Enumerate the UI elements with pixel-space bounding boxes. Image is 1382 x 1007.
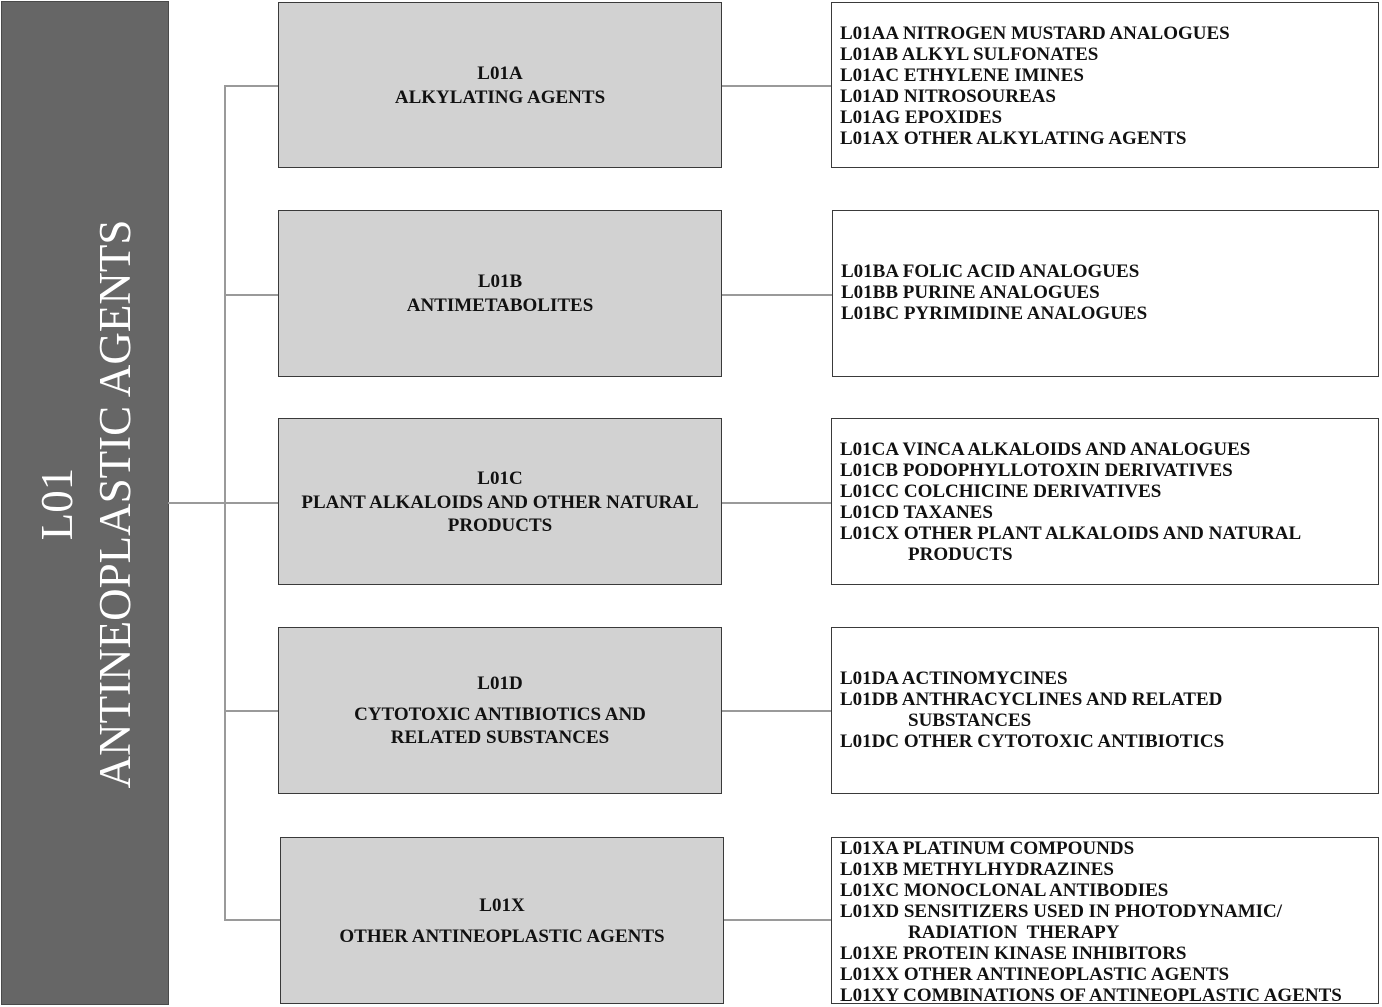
root-node xyxy=(1,1,169,1005)
connector-branch-l01d xyxy=(224,710,278,712)
subgroup-item: L01AG EPOXIDES xyxy=(840,107,1003,128)
category-node-l01b xyxy=(278,210,722,377)
subgroup-item: L01AC ETHYLENE IMINES xyxy=(840,65,1084,86)
subgroup-item: L01AD NITROSOUREAS xyxy=(840,86,1056,107)
category-name: ANTIMETABOLITES xyxy=(406,295,594,316)
connector-branch-l01x xyxy=(224,919,280,921)
subgroup-item: L01XB METHYLHYDRAZINES xyxy=(840,859,1114,880)
category-code: L01D xyxy=(477,673,523,694)
subgroup-item: L01XE PROTEIN KINASE INHIBITORS xyxy=(840,943,1187,964)
category-code: L01C xyxy=(477,467,523,489)
connector-link-l01a xyxy=(721,85,832,87)
category-code: L01X xyxy=(479,894,525,916)
subgroup-item: L01DB ANTHRACYCLINES AND RELATED SUBSTANCES xyxy=(840,689,1223,731)
root-name: ANTINEOPLASTIC AGENTS xyxy=(90,219,140,789)
subgroup-item: L01DA ACTINOMYCINES xyxy=(840,668,1068,689)
category-name: ALKYLATING AGENTS xyxy=(394,86,606,108)
subgroup-item: L01CX OTHER PLANT ALKALOIDS AND NATURAL PRODUCTS xyxy=(840,523,1302,565)
connector-link-l01c xyxy=(721,502,832,504)
connector-root-stem xyxy=(168,502,225,504)
category-code: L01A xyxy=(477,62,523,84)
subgroup-list-l01a xyxy=(831,2,1379,168)
subgroup-item: L01XY COMBINATIONS OF ANTINEOPLASTIC AGENTS xyxy=(840,985,1342,1006)
subgroup-item: L01BA FOLIC ACID ANALOGUES xyxy=(841,261,1140,282)
subgroup-item: L01XD SENSITIZERS USED IN PHOTODYNAMIC/ RADIATION THERAPY xyxy=(840,901,1283,943)
category-name: PLANT ALKALOIDS AND OTHER NATURAL PRODUCTS xyxy=(301,491,699,536)
category-node-l01c xyxy=(278,418,722,585)
subgroup-item: L01CA VINCA ALKALOIDS AND ANALOGUES xyxy=(840,439,1251,460)
category-code: L01B xyxy=(477,271,523,292)
subgroup-item: L01CB PODOPHYLLOTOXIN DERIVATIVES xyxy=(840,460,1233,481)
subgroup-list-l01d xyxy=(831,627,1379,794)
subgroup-item: L01BC PYRIMIDINE ANALOGUES xyxy=(841,303,1148,324)
connector-link-l01b xyxy=(721,294,833,296)
subgroup-list-l01c xyxy=(831,418,1379,585)
subgroup-item: L01XX OTHER ANTINEOPLASTIC AGENTS xyxy=(840,964,1230,985)
category-node-l01x xyxy=(280,837,724,1004)
root-label xyxy=(28,4,144,1004)
connector-link-l01x xyxy=(723,919,832,921)
subgroup-item: L01CC COLCHICINE DERIVATIVES xyxy=(840,481,1162,502)
category-name: OTHER ANTINEOPLASTIC AGENTS xyxy=(339,925,665,947)
subgroup-item: L01DC OTHER CYTOTOXIC ANTIBIOTICS xyxy=(840,731,1225,752)
subgroup-item: L01AB ALKYL SULFONATES xyxy=(840,44,1099,65)
subgroup-list-l01b xyxy=(832,210,1379,377)
root-code: L01 xyxy=(32,467,82,541)
subgroup-item: L01AX OTHER ALKYLATING AGENTS xyxy=(840,128,1187,149)
category-node-l01a xyxy=(278,2,722,168)
subgroup-item: L01XA PLATINUM COMPOUNDS xyxy=(840,838,1135,859)
subgroup-item: L01AA NITROGEN MUSTARD ANALOGUES xyxy=(840,23,1230,44)
category-node-l01d xyxy=(278,627,722,794)
subgroup-item: L01BB PURINE ANALOGUES xyxy=(841,282,1100,303)
connector-branch-l01a xyxy=(224,85,278,87)
subgroup-list-l01x xyxy=(831,837,1379,1004)
connector-branch-l01b xyxy=(224,294,278,296)
connector-branch-l01c xyxy=(224,502,278,504)
subgroup-item: L01XC MONOCLONAL ANTIBODIES xyxy=(840,880,1169,901)
subgroup-item: L01CD TAXANES xyxy=(840,502,993,523)
connector-link-l01d xyxy=(721,710,832,712)
category-name: CYTOTOXIC ANTIBIOTICS AND RELATED SUBSTANCES xyxy=(354,704,646,748)
